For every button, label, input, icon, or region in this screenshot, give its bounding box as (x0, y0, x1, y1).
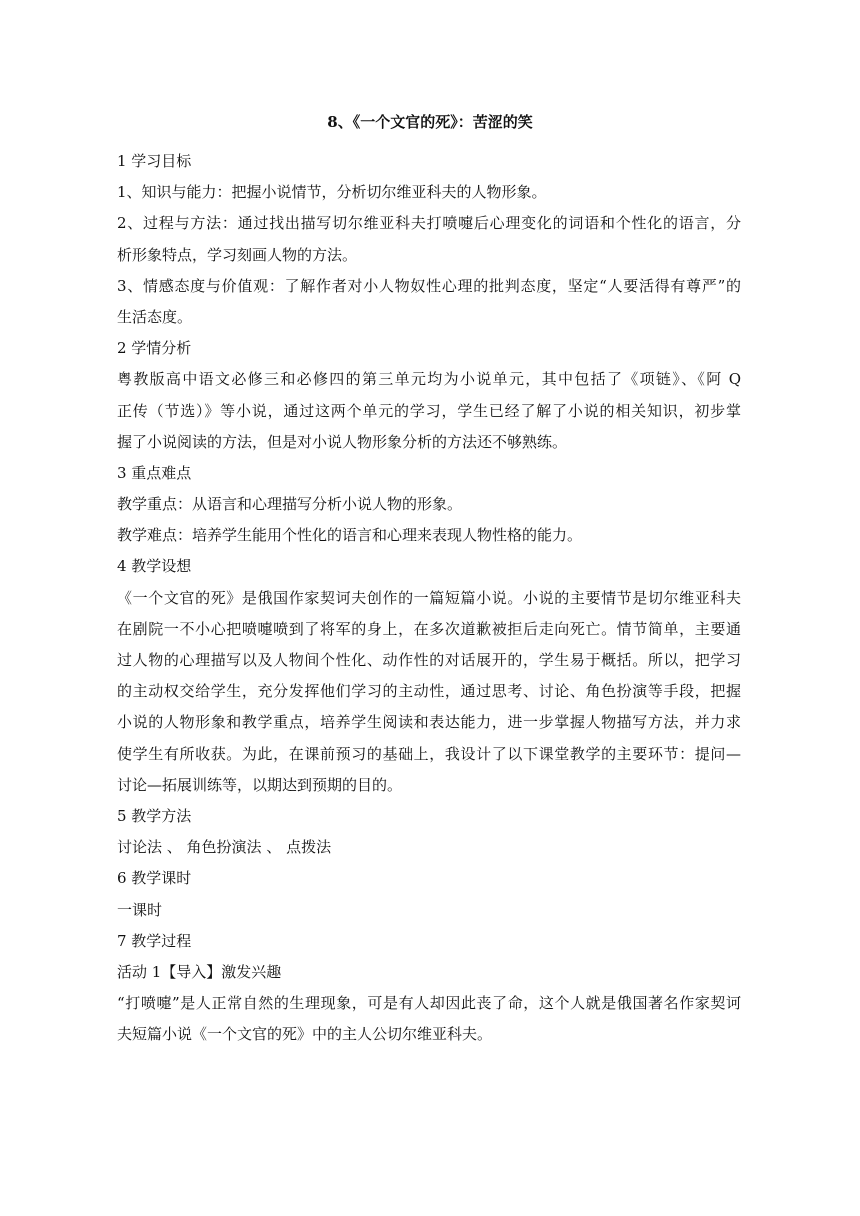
teaching-concept-line-5: 小说的人物形象和教学重点，培养学生阅读和表达能力，进一步掌握人物描写方法，并力求 (117, 713, 741, 732)
document-title: 8、《一个文官的死》：苦涩的笑 (327, 113, 533, 131)
section-heading-learning-goals: 1 学习目标 (117, 152, 192, 170)
goal-emotion-values-line-1: 3、情感态度与价值观：了解作者对小人物奴性心理的批判态度，坚定“人要活得有尊严”的 (117, 276, 741, 295)
goal-process-method-line-1: 2、过程与方法：通过找出描写切尔维亚科夫打喷嚏后心理变化的词语和个性化的语言，分 (117, 214, 741, 233)
section-heading-key-points: 3 重点难点 (117, 463, 192, 482)
class-hours-value: 一课时 (117, 900, 163, 919)
goal-knowledge-ability: 1、知识与能力：把握小说情节，分析切尔维亚科夫的人物形象。 (117, 183, 547, 202)
key-point-teaching-focus: 教学重点：从语言和心理描写分析小说人物的形象。 (117, 495, 463, 514)
section-heading-teaching-methods: 5 教学方法 (117, 806, 192, 825)
teaching-concept-line-6: 使学生有所收获。为此，在课前预习的基础上，我设计了以下课堂教学的主要环节：提问— (117, 744, 741, 763)
goal-emotion-values-line-2: 生活态度。 (117, 307, 193, 326)
teaching-methods-list: 讨论法 、 角色扮演法 、 点拨法 (117, 838, 332, 857)
student-analysis-line-3: 握了小说阅读的方法，但是对小说人物形象分析的方法还不够熟练。 (117, 432, 568, 451)
goal-process-method-line-2: 析形象特点，学习刻画人物的方法。 (117, 245, 358, 264)
student-analysis-line-2: 正传（节选）》等小说，通过这两个单元的学习，学生已经了解了小说的相关知识，初步掌 (117, 401, 741, 420)
activity-1-heading: 活动 1【导入】激发兴趣 (117, 962, 282, 981)
activity-1-line-1: “打喷嚏”是人正常自然的生理现象，可是有人却因此丧了命，这个人就是俄国著名作家契诃 (117, 994, 741, 1013)
document-body (117, 146, 741, 1050)
student-analysis-line-1: 粤教版高中语文必修三和必修四的第三单元均为小说单元，其中包括了《项链》、《阿 Q (117, 370, 741, 389)
section-heading-class-hours: 6 教学课时 (117, 869, 192, 888)
teaching-concept-line-2: 在剧院一不小心把喷嚏喷到了将军的身上，在多次道歉被拒后走向死亡。情节简单，主要通 (117, 619, 741, 638)
section-heading-teaching-concept: 4 教学设想 (117, 557, 192, 576)
teaching-concept-line-1: 《一个文官的死》是俄国作家契诃夫创作的一篇短篇小说。小说的主要情节是切尔维亚科夫 (117, 588, 741, 607)
teaching-concept-line-3: 过人物的心理描写以及人物间个性化、动作性的对话展开的，学生易于概括。所以，把学习 (117, 651, 741, 669)
key-point-teaching-difficulty: 教学难点：培养学生能用个性化的语言和心理来表现人物性格的能力。 (117, 526, 583, 545)
section-heading-student-analysis: 2 学情分析 (117, 339, 192, 358)
activity-1-line-2: 夫短篇小说《一个文官的死》中的主人公切尔维亚科夫。 (117, 1025, 493, 1044)
teaching-concept-line-4: 的主动权交给学生，充分发挥他们学习的主动性，通过思考、讨论、角色扮演等手段，把握 (117, 682, 741, 701)
section-heading-teaching-process: 7 教学过程 (117, 931, 192, 950)
teaching-concept-line-7: 讨论—拓展训练等，以期达到预期的目的。 (117, 775, 403, 794)
